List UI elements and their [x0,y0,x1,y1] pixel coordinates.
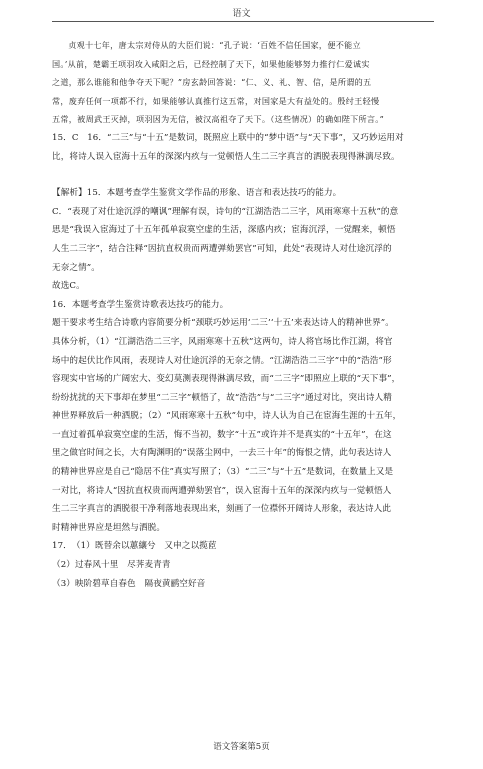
answer-17-line-2: （2）过春风十里 尽荠麦青青 [52,560,171,571]
analysis-line: 具体分析，（1）“江湖浩浩二三字，风雨寒寒十五秋”这两句，诗人将官场比作江湖，将官 [52,336,393,347]
analysis-line: 生二三字真言的洒脱很干净利落地表现出来，刻画了一位襟怀开阔诗人形象，表达诗人此 [52,504,392,515]
analysis-line: 的精神世界应是自己“隐居不住”真实写照了；（3）“二三”与“十五”是数词，在数量上又是 [52,467,394,478]
analysis-16 [52,296,436,538]
analysis-title: 16．本题考查学生鉴赏诗歌表达技巧的能力。 [52,299,229,310]
note-line: 之道，那么谁能和他争夺天下呢？”房玄龄回答说：“仁、义、礼、智、信，是所谓的五 [52,77,372,88]
answer-line: 比，将诗人误入宦海十五年的深深内疚与一觉顿悟人生二三字真言的洒脱表现得淋漓尽致。 [52,151,400,162]
analysis-line: 思是“我误入宦海过了十五年孤单寂寞空虚的生活，深感内疚；宦海沉浮，一觉醒来，顿悟 [52,225,396,236]
section-gap [52,166,436,184]
analysis-line: 题干要求考生结合诗歌内容简要分析“颈联巧妙运用‘二三’‘十五’来表达诗人的精神世界”。 [52,318,394,329]
analysis-line: 无奈之情”。 [52,262,100,273]
answer-17-line-3: （3）映阶碧草自春色 隔夜黄鹂空好音 [52,578,206,589]
note-line: 国。’从前，楚霸王项羽攻入咸阳之后，已经控制了天下，如果他能够努力推行仁爱诚实 [52,58,370,69]
analysis-line: 容现实中官场的广阔宏大、变幻莫测表现得淋漓尽致，而“二三字”即照应上联的“天下事”， [52,374,401,385]
answer-body [52,36,436,593]
note-line: 五常，被周武王灭掉，项羽因为无信，被汉高祖夺了天下。（这些情况）的确如陛下所言。” [52,114,385,125]
translation-note [52,36,436,129]
analysis-conclusion: 故选C。 [52,281,85,292]
page-header: 语文 [232,9,251,19]
answer-line: 15．C 16．“二三”与“十五”是数词，既照应上联中的“梦中语”与“天下事”，又巧妙运用对 [52,132,404,143]
analysis-line: 场中的起伏比作风雨，表现诗人对仕途沉浮的无奈之情。“江湖浩浩二三字”中的“浩浩”形 [52,355,392,366]
analysis-line: 里之做官时间之长，大有陶渊明的“误落尘网中，一去三十年”的悔恨之情，此句表达诗人 [52,448,392,459]
page-footer: 语文答案第5页 [213,742,270,752]
answer-17-line-1: 17． （1）既替余以蕙纕兮 又申之以揽茝 [52,541,217,552]
analysis-line: 一对比，将诗人“因抗直权贵而两遭弹劾罢官”，误入宦海十五年的深深内疚与一觉顿悟人 [52,485,392,496]
analysis-title: 【解析】15．本题考查学生鉴赏文学作品的形象、语言和表达技巧的能力。 [52,188,342,199]
answer-17 [52,537,436,593]
analysis-line: C．“表现了对仕途沉浮的嘲讽”理解有误，诗句的“江湖浩浩二三字，风雨寒寒十五秋”的意 [52,206,399,217]
analysis-line: 一直过着孤单寂寞空虚的生活，悔不当初，数字“十五”或许并不是真实的“十五年”，在这 [52,429,392,440]
analysis-15 [52,184,436,296]
analysis-line: 纷纷扰扰的天下事却在梦里“二三字”顿悟了，故“浩浩”与“二三字”通过对比，突出诗人精 [52,392,392,403]
answers-15-16 [52,129,436,166]
analysis-line: 人生二三字”，结合注释“因抗直权贵而两遭弹劾罢官”可知，此处“表现诗人对仕途沉浮的 [52,243,392,254]
note-line: 常，废弃任何一项都不行，如果能够认真推行这五常，对国家是大有益处的。殷纣王轻慢 [52,95,380,106]
note-line: 贞观十七年，唐太宗对侍从的大臣们说：“孔子说：‘百姓不信任国家，便不能立 [68,40,361,50]
header-divider [52,21,434,22]
analysis-line: 神世界释放后一种洒脱；（2）“风雨寒寒十五秋”句中，诗人认为自己在宦海生涯的十五年， [52,411,402,422]
analysis-line: 时精神世界应是坦然与洒脱。 [52,522,166,533]
